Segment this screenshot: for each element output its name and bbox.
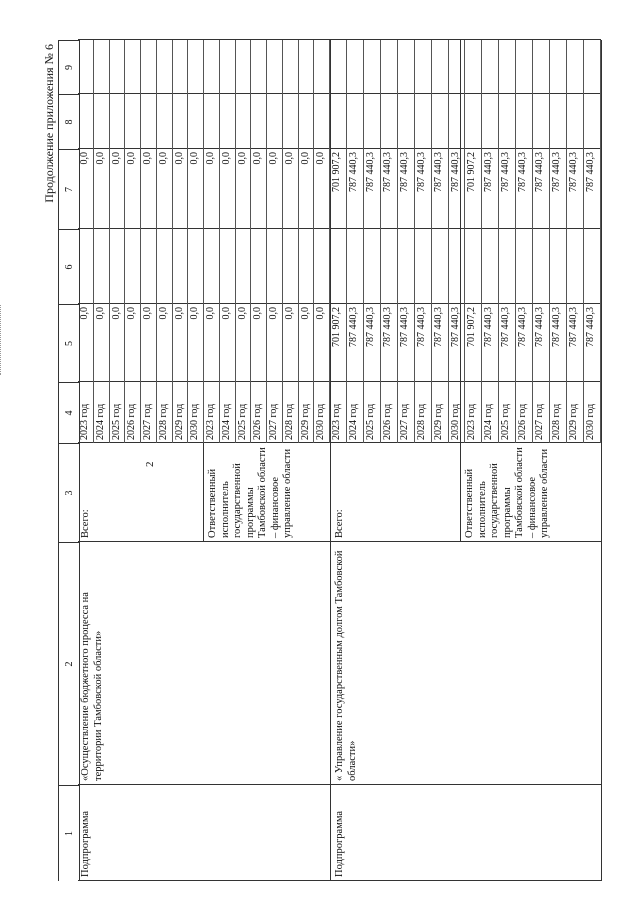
year-row: [125, 40, 141, 443]
column-number: 2: [59, 542, 79, 785]
amount-col7-cell: 787 440,3: [584, 152, 596, 192]
total-label: Всего:: [334, 509, 345, 538]
amount-col5-cell: 787 440,3: [432, 307, 444, 347]
amount-col7-cell: 701 907,2: [466, 152, 478, 192]
year-row: [267, 40, 283, 443]
year-cell: 2028 год: [551, 403, 563, 440]
year-row: [188, 40, 204, 443]
year-cell: 2027 год: [268, 403, 279, 440]
year-row: [173, 40, 189, 443]
year-cell: 2023 год: [331, 403, 342, 440]
year-cell: 2029 год: [299, 403, 311, 440]
year-row: [364, 40, 381, 443]
year-row: [449, 40, 466, 443]
column-number: 4: [59, 382, 79, 443]
column-number: 1: [59, 785, 79, 881]
year-cell: 2030 год: [315, 403, 327, 440]
amount-col7-cell: 787 440,3: [398, 152, 410, 192]
amount-col5-cell: 787 440,3: [517, 307, 529, 347]
amount-col7-cell: 0,0: [189, 152, 201, 165]
year-row: [220, 40, 236, 443]
amount-col5-cell: 787 440,3: [568, 307, 580, 347]
year-cell: 2023 год: [205, 403, 216, 440]
year-cell: 2024 год: [94, 403, 106, 440]
amount-col7-cell: 787 440,3: [449, 152, 461, 192]
year-row: [78, 40, 94, 443]
amount-col5-cell: 0,0: [94, 307, 106, 320]
amount-col5-cell: 0,0: [189, 307, 201, 320]
amount-col7-cell: 0,0: [126, 152, 138, 165]
amount-col7-cell: 787 440,3: [347, 152, 359, 192]
page-number: 2: [144, 461, 156, 467]
year-row: [94, 40, 110, 443]
amount-col7-cell: 0,0: [110, 152, 122, 165]
year-row: [251, 40, 267, 443]
column-number: 9: [59, 40, 79, 94]
amount-col7-cell: 0,0: [142, 152, 153, 165]
year-row: [347, 40, 364, 443]
amount-col5-cell: 787 440,3: [584, 307, 596, 347]
year-cell: 2027 год: [398, 403, 410, 440]
year-row: [141, 40, 157, 443]
amount-col7-cell: 787 440,3: [364, 152, 376, 192]
row-type: Подпрограмма: [334, 810, 345, 877]
amount-col5-cell: 0,0: [110, 307, 122, 320]
year-cell: 2025 год: [364, 403, 376, 440]
amount-col7-cell: 0,0: [299, 152, 311, 165]
amount-col7-cell: 787 440,3: [500, 152, 512, 192]
year-cell: 2025 год: [110, 403, 122, 440]
column-number: 7: [59, 149, 79, 229]
amount-col5-cell: 0,0: [126, 307, 138, 320]
amount-col5-cell: 0,0: [173, 307, 185, 320]
amount-col5-cell: 787 440,3: [483, 307, 495, 347]
amount-col5-cell: 787 440,3: [551, 307, 563, 347]
year-row: [381, 40, 398, 443]
amount-col5-cell: 0,0: [299, 307, 311, 320]
year-cell: 2029 год: [568, 403, 580, 440]
amount-col7-cell: 787 440,3: [568, 152, 580, 192]
funding-table: [78, 40, 602, 881]
amount-col7-cell: 0,0: [157, 152, 169, 165]
year-row: [465, 40, 482, 443]
amount-col5-cell: 701 907,2: [466, 307, 478, 347]
amount-col7-cell: 787 440,3: [381, 152, 393, 192]
year-row: [533, 40, 550, 443]
year-cell: 2027 год: [142, 403, 153, 440]
total-label: Всего:: [80, 509, 91, 538]
subprogram-name: «Осуществление бюджетного процесса на территории Тамбовской области»: [80, 592, 104, 781]
amount-col7-cell: 787 440,3: [483, 152, 495, 192]
amount-col7-cell: 787 440,3: [551, 152, 563, 192]
amount-col5-cell: 0,0: [157, 307, 169, 320]
amount-col7-cell: 787 440,3: [415, 152, 427, 192]
column-number: 5: [59, 304, 79, 382]
amount-col5-cell: 0,0: [142, 307, 153, 320]
year-cell: 2025 год: [236, 403, 248, 440]
year-cell: 2026 год: [517, 403, 529, 440]
year-cell: 2030 год: [449, 403, 461, 440]
year-row: [584, 40, 601, 443]
year-cell: 2026 год: [252, 403, 264, 440]
year-cell: 2027 год: [534, 403, 546, 440]
column-number: 6: [59, 229, 79, 304]
amount-col5-cell: 0,0: [79, 307, 90, 320]
year-cell: 2023 год: [79, 403, 90, 440]
year-cell: 2029 год: [173, 403, 185, 440]
amount-col7-cell: 787 440,3: [534, 152, 546, 192]
year-cell: 2028 год: [415, 403, 427, 440]
year-row: [432, 40, 449, 443]
year-row: [482, 40, 499, 443]
year-row: [398, 40, 415, 443]
amount-col5-cell: 787 440,3: [415, 307, 427, 347]
amount-col5-cell: 0,0: [252, 307, 264, 320]
amount-col5-cell: 0,0: [205, 307, 216, 320]
amount-col5-cell: 787 440,3: [449, 307, 461, 347]
amount-col5-cell: 787 440,3: [364, 307, 376, 347]
year-cell: 2028 год: [283, 403, 295, 440]
amount-col5-cell: 0,0: [220, 307, 232, 320]
appendix-caption: Продолжение приложения № 6: [42, 44, 56, 203]
amount-col7-cell: 0,0: [94, 152, 106, 165]
year-row: [157, 40, 173, 443]
executor-label: Ответственный исполнитель государственной программы Тамбовской области – финансовое управление области: [464, 447, 550, 538]
amount-col5-cell: 0,0: [315, 307, 327, 320]
executor-label: Ответственный исполнитель государственной программы Тамбовской области – финансовое управление области: [207, 447, 293, 538]
amount-col7-cell: 0,0: [173, 152, 185, 165]
year-cell: 2030 год: [584, 403, 596, 440]
amount-col7-cell: 0,0: [236, 152, 248, 165]
year-row: [204, 40, 220, 443]
year-row: [314, 40, 330, 443]
year-row: [550, 40, 567, 443]
amount-col5-cell: 0,0: [236, 307, 248, 320]
year-cell: 2024 год: [347, 403, 359, 440]
row-type: Подпрограмма: [80, 810, 91, 877]
year-cell: 2023 год: [466, 403, 478, 440]
amount-col7-cell: 0,0: [79, 152, 90, 165]
amount-col7-cell: 0,0: [220, 152, 232, 165]
amount-col7-cell: 787 440,3: [517, 152, 529, 192]
year-row: [299, 40, 315, 443]
year-row: [236, 40, 252, 443]
year-cell: 2026 год: [126, 403, 138, 440]
amount-col5-cell: 787 440,3: [381, 307, 393, 347]
amount-col5-cell: 0,0: [268, 307, 279, 320]
year-row: [110, 40, 126, 443]
amount-col7-cell: 0,0: [283, 152, 295, 165]
year-cell: 2024 год: [220, 403, 232, 440]
year-cell: 2026 год: [381, 403, 393, 440]
year-row: [567, 40, 584, 443]
amount-col7-cell: 0,0: [205, 152, 216, 165]
amount-col7-cell: 0,0: [315, 152, 327, 165]
column-number: 3: [59, 443, 79, 542]
amount-col7-cell: 0,0: [252, 152, 264, 165]
year-row: [415, 40, 432, 443]
year-cell: 2025 год: [500, 403, 512, 440]
year-cell: 2028 год: [157, 403, 169, 440]
amount-col5-cell: 787 440,3: [500, 307, 512, 347]
year-row: [516, 40, 533, 443]
column-number: 8: [59, 94, 79, 149]
year-row: [330, 40, 347, 443]
year-cell: 2029 год: [432, 403, 444, 440]
amount-col7-cell: 0,0: [268, 152, 279, 165]
year-cell: 2030 год: [189, 403, 201, 440]
scan-artifact-line: [0, 305, 7, 375]
year-row: [499, 40, 516, 443]
year-row: [283, 40, 299, 443]
amount-col7-cell: 787 440,3: [432, 152, 444, 192]
amount-col5-cell: 787 440,3: [534, 307, 546, 347]
subprogram-name: « Управление государственным долгом Тамбовской области»: [334, 550, 358, 781]
amount-col5-cell: 0,0: [283, 307, 295, 320]
year-cell: 2024 год: [483, 403, 495, 440]
column-number-row: [58, 40, 80, 881]
amount-col5-cell: 787 440,3: [347, 307, 359, 347]
amount-col5-cell: 787 440,3: [398, 307, 410, 347]
amount-col5-cell: 701 907,2: [331, 307, 342, 347]
amount-col7-cell: 701 907,2: [331, 152, 342, 192]
